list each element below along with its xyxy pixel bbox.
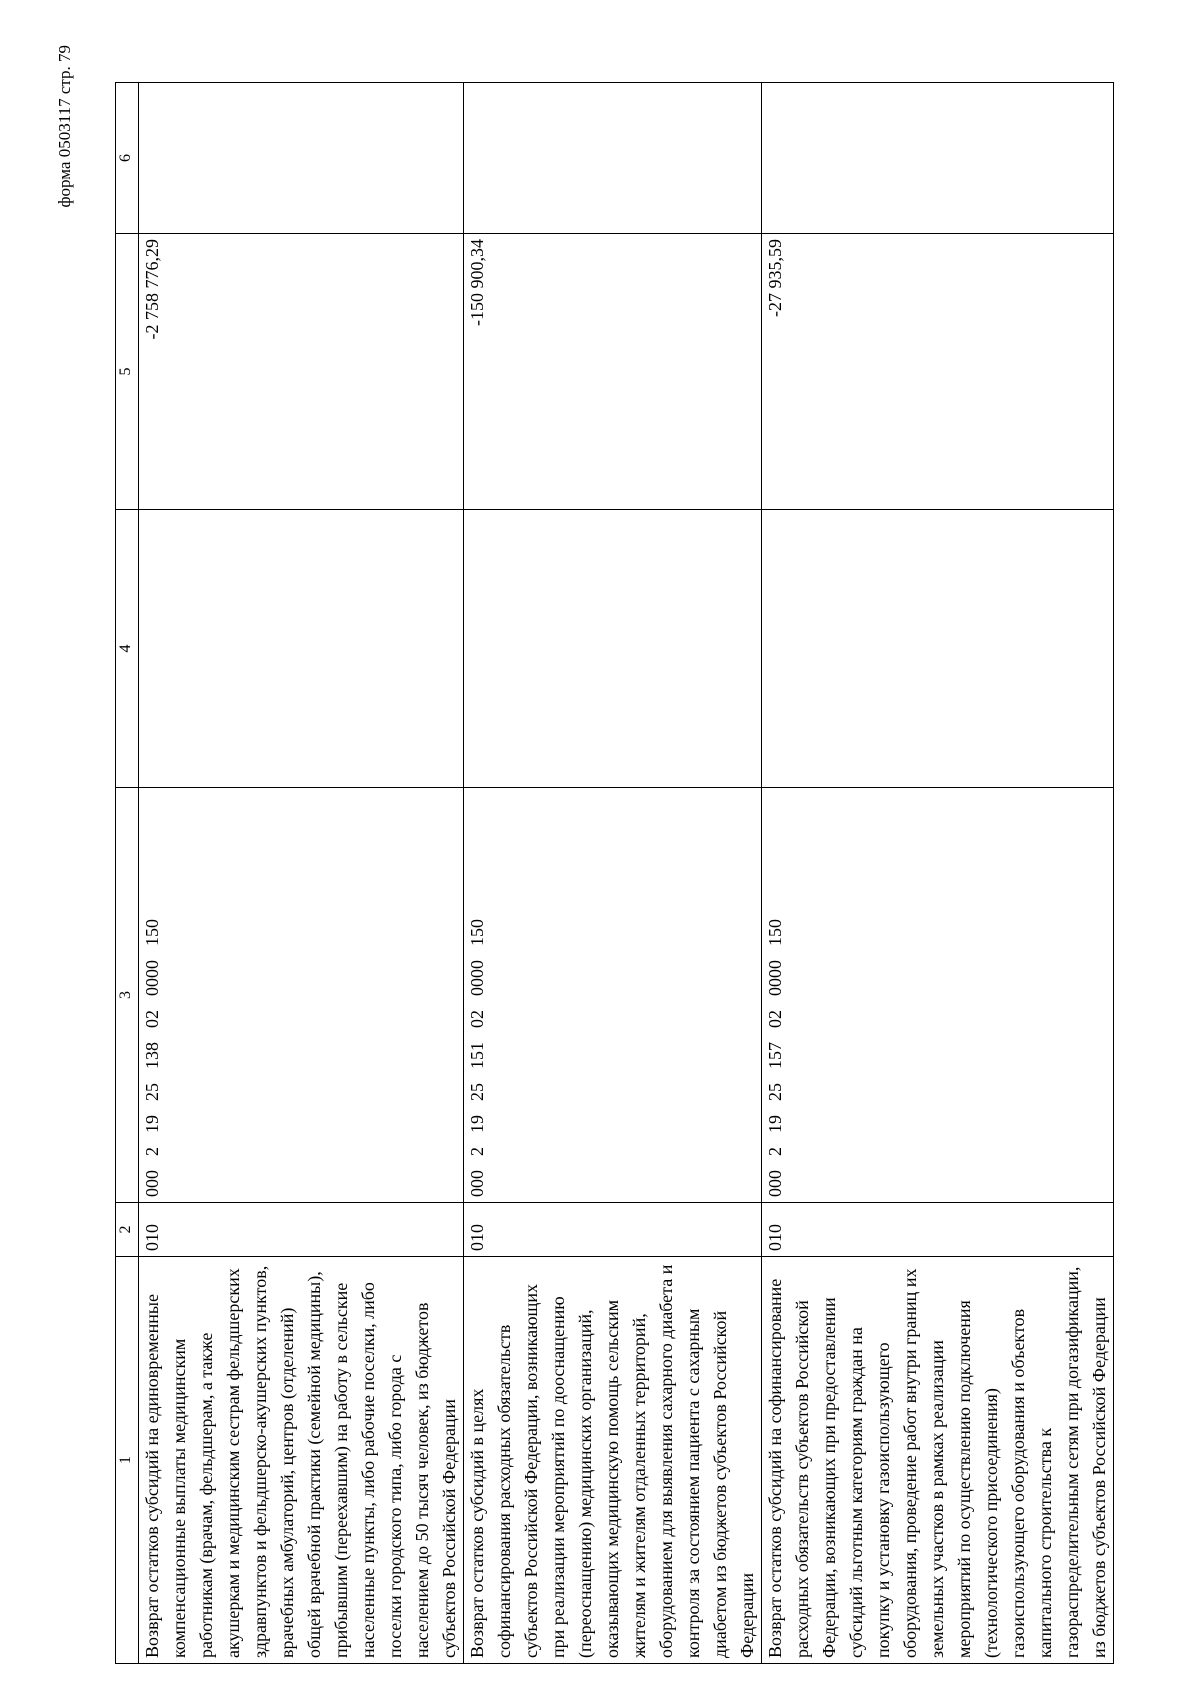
row-3-col-5: -27 935,59 [762,234,1114,510]
code-part: 0000 [467,960,487,996]
code-part: 000 [142,1170,162,1197]
row-2-col-6 [464,83,762,234]
code-part: 138 [142,1042,162,1069]
header-col-5: 5 [116,234,139,510]
report-table [115,82,1114,1664]
table-row [139,83,464,1664]
code-part: 151 [467,1042,487,1069]
row-3-budget-code [762,788,1114,1203]
row-2-name: Возврат остатков субсидий в целях софинансирования расходных обязательств субъектов Российской Федерации, возникающих при реализации мероприятий по дооснащению (переоснащению) медицинских организаций, оказывающих медицинскую помощь сельским жителям и жителям отдаленных территорий, оборудованием для выявления сахарного диабета и контроля за состоянием пациента с сахарным диабетом из бюджетов субъектов Российской Федерации [464,1257,762,1664]
row-2-budget-code [464,788,762,1203]
code-part: 0000 [765,960,785,996]
table-row [464,83,762,1664]
header-col-2: 2 [116,1203,139,1257]
code-part: 0000 [142,960,162,996]
row-3-line-code: 010 [762,1203,1114,1257]
row-1-line-code: 010 [139,1203,464,1257]
code-part: 25 [142,1083,162,1101]
header-col-1: 1 [116,1257,139,1664]
row-1-col-4 [139,510,464,788]
code-part: 150 [142,919,162,946]
row-2-line-code: 010 [464,1203,762,1257]
code-part: 25 [765,1083,785,1101]
row-3-col-4 [762,510,1114,788]
header-row [116,83,139,1664]
code-part: 02 [142,1010,162,1028]
row-1-col-5: -2 758 776,29 [139,234,464,510]
table-row [762,83,1114,1664]
code-part: 150 [765,919,785,946]
code-part: 25 [467,1083,487,1101]
code-part: 19 [467,1115,487,1133]
header-col-6: 6 [116,83,139,234]
form-label: форма 0503117 стр. 79 [55,45,74,208]
header-col-4: 4 [116,510,139,788]
header-col-3: 3 [116,788,139,1203]
code-part: 000 [467,1170,487,1197]
row-2-col-5: -150 900,34 [464,234,762,510]
row-3-name: Возврат остатков субсидий на софинансирование расходных обязательств субъектов Российской Федерации, возникающих при предоставлении субсидий льготным категориям граждан на покупку и установку газоиспользующего оборудования, проведение работ внутри границ их земельных участков в рамках реализации мероприятий по осуществлению подключения (технологического присоединения) газоиспользующего оборудования и объектов капитального строительства к газораспределительным сетям при догазификации, из бюджетов субъектов Российской Федерации [762,1257,1114,1664]
row-2-col-4 [464,510,762,788]
row-3-col-6 [762,83,1114,234]
code-part: 19 [142,1115,162,1133]
row-1-budget-code [139,788,464,1203]
code-part: 2 [142,1147,162,1156]
code-part: 150 [467,919,487,946]
code-part: 2 [765,1147,785,1156]
code-part: 2 [467,1147,487,1156]
code-part: 19 [765,1115,785,1133]
code-part: 02 [467,1010,487,1028]
row-1-name: Возврат остатков субсидий на единовременные компенсационные выплаты медицинским работникам (врачам, фельдшерам, а также акушеркам и медицинским сестрам фельдшерских здравпунктов и фельдшерско-акушерских пунктов, врачебных амбулаторий, центров (отделений) общей врачебной практики (семейной медицины), прибывшим (переехавшим) на работу в сельские населенные пункты, либо рабочие поселки, либо поселки городского типа, либо города с населением до 50 тысяч человек, из бюджетов субъектов Российской Федерации [139,1257,464,1664]
code-part: 157 [765,1042,785,1069]
row-1-col-6 [139,83,464,234]
code-part: 02 [765,1010,785,1028]
code-part: 000 [765,1170,785,1197]
